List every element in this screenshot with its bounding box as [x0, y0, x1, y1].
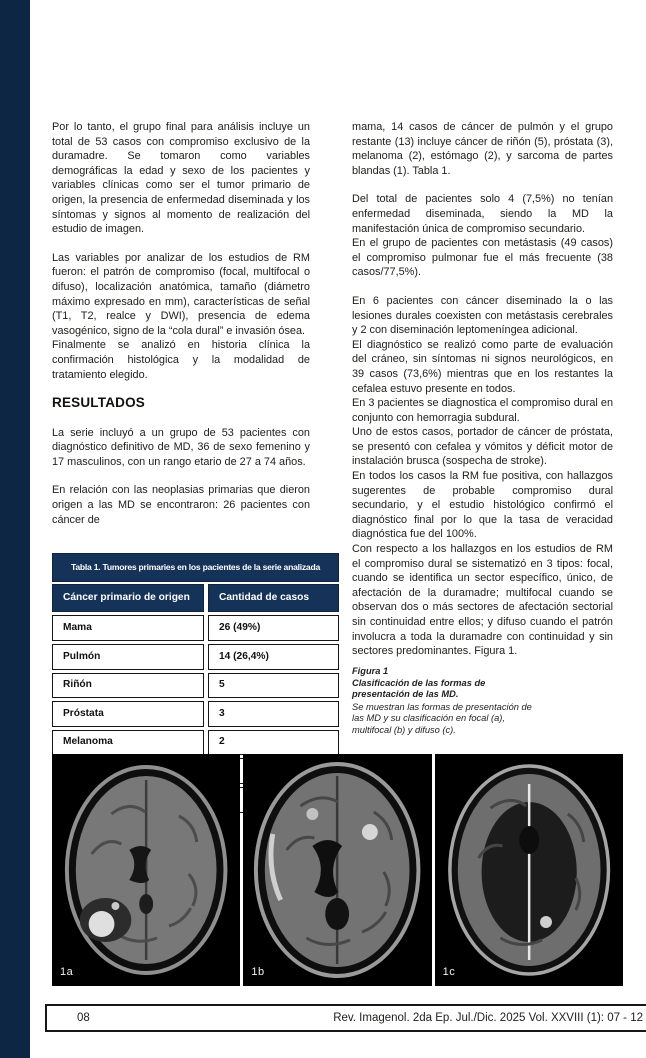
section-heading-resultados: RESULTADOS: [52, 395, 145, 411]
mri-scan-axial-a: [52, 754, 240, 986]
paragraph: mama, 14 casos de cáncer de pulmón y el grupo restante (13) incluye cáncer de riñón (5), próstata (3), melanoma (2), estómago (2), y sarcoma de partes blandas (1). Tabla 1.: [352, 121, 613, 177]
page-number: 08: [77, 1012, 90, 1024]
panel-label-1a: 1a: [60, 966, 74, 978]
mri-panel-focal: [52, 754, 240, 986]
paragraph: El diagnóstico se realizó como parte de evaluación del cráneo, sin síntomas ni signos neurológicos, en 39 casos (73,6%) mientras que en los restantes la cefalea estuvo presente en todos.: [352, 338, 613, 395]
table-cell: 5: [208, 673, 339, 699]
table-cell: 3: [208, 701, 339, 727]
paragraph: Las variables por analizar de los estudios de RM fueron: el patrón de compromiso (focal, multifocal o difuso), localización anatómica, tamaño (diámetro máximo expresado en mm), características de señal (T1, T2, realce y DWI), presencia de edema vasogénico, signo de la “cola dural” e invasión ósea.: [52, 251, 310, 337]
left-column: [52, 120, 320, 813]
right-column: [352, 120, 613, 659]
table-header-cancer-primario: Cáncer primario de origen: [52, 584, 204, 613]
table-header-cantidad-casos: Cantidad de casos: [208, 584, 339, 613]
table-cell: Próstata: [52, 701, 204, 727]
paragraph: En 3 pacientes se diagnostica el compromiso dural en conjunto con hemorragia subdural.: [352, 397, 613, 424]
page-footer: [45, 1004, 646, 1032]
table-title: Tabla 1. Tumores primaries en los pacientes de la serie analizada: [52, 553, 339, 582]
paragraph: Por lo tanto, el grupo final para análisis incluye un total de 53 casos con compromiso exclusivo de la duramadre. Se tomaron como variables demográficas la edad y sexo de los pacientes y variables clínicas como ser el tumor primario de origen, la presencia de enfermedad diseminada y los síntomas y signos al momento de realización del estudio de imagen.: [52, 121, 310, 236]
paragraph: En 6 pacientes con cáncer diseminado la o las lesiones durales coexisten con metástasis cerebrales y 2 con diseminación leptomeníngea adicional.: [352, 294, 613, 337]
paragraph: Finalmente se analizó en historia clínica la confirmación histológica y la modalidad de tratamiento elegido.: [52, 339, 310, 381]
paragraph: En todos los casos la RM fue positiva, con hallazgos sugerentes de probable compromiso dural secundario, y el estudio histológico confirmó el diagnóstico final por lo que la tasa de veracidad diagnóstica fue del 100%.: [352, 470, 613, 541]
mri-panel-difuso: [435, 754, 623, 986]
mri-panel-multifocal: [243, 754, 431, 986]
figure-caption-subtitle: Clasificación de las formas de presentación de las MD.: [352, 677, 486, 700]
paragraph: Uno de estos casos, portador de cáncer de próstata, se presentó con cefalea y vómitos y déficit motor de instalación brusca (sospecha de stroke).: [352, 426, 613, 468]
panel-label-1c: 1c: [442, 966, 456, 978]
paragraph: En relación con las neoplasias primarias que dieron origen a las MD se encontraron: 26 pacientes con cáncer de: [52, 484, 310, 526]
journal-citation: Rev. Imagenol. 2da Ep. Jul./Dic. 2025 Vol. XXVIII (1): 07 - 12: [333, 1012, 643, 1024]
figure-caption-description: Se muestran las formas de presentación de las MD y su clasificación en focal (a), multifocal (b) y difuso (c).: [352, 701, 532, 735]
paragraph: Con respecto a los hallazgos en los estudios de RM el compromiso dural se sistematizó en 3 tipos: focal, cuando se identifica un sector específico, único, de afectación de la duramadre; multifocal cuando se observan dos o más sectores de afectación sectorial sin continuidad entre ellos; y difuso cuando el patrón involucra a toda la duramadre con continuidad y sin sectores predominantes. Figura 1.: [352, 543, 613, 658]
paragraph: En el grupo de pacientes con metástasis (49 casos) el compromiso pulmonar fue el más frecuente (38 casos/77,5%).: [352, 237, 613, 279]
table-cell: Mama: [52, 615, 204, 641]
paragraph: Del total de pacientes solo 4 (7,5%) no tenían enfermedad diseminada, siendo la MD la manifestación única de compromiso secundario.: [352, 193, 613, 235]
table-cell: Riñón: [52, 673, 204, 699]
panel-label-1b: 1b: [251, 966, 265, 978]
paragraph: La serie incluyó a un grupo de 53 pacientes con diagnóstico definitivo de MD, 36 de sexo femenino y 17 masculinos, con un rango etario de 27 a 74 años.: [52, 426, 310, 468]
table-cell: 2: [208, 730, 339, 756]
table-cell: 14 (26,4%): [208, 644, 339, 670]
figure-1-panels: [52, 754, 623, 986]
table-cell: Pulmón: [52, 644, 204, 670]
table-cell: 26 (49%): [208, 615, 339, 641]
figure-caption-title: Figura 1: [352, 666, 389, 676]
left-accent-bar: [0, 0, 30, 1058]
figure-1-caption: [352, 666, 542, 737]
mri-scan-axial-b: [243, 754, 431, 986]
table-cell: Melanoma: [52, 730, 204, 756]
mri-scan-axial-c: [435, 754, 623, 986]
